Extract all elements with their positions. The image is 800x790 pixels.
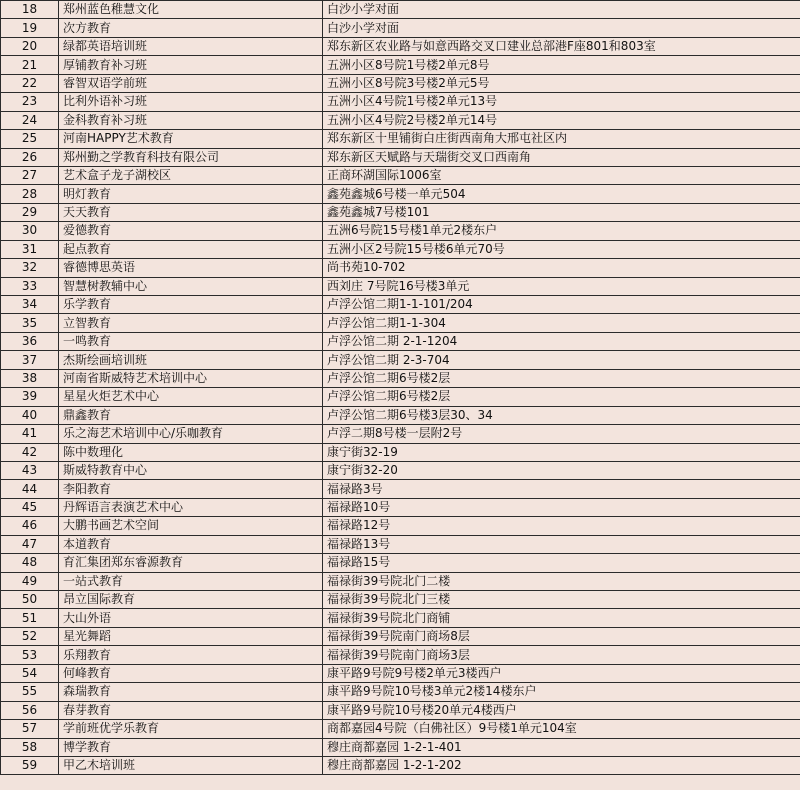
- table-row: [1, 74, 800, 92]
- table-row: [1, 277, 800, 295]
- table-row: [1, 664, 800, 682]
- row-number-cell: 32: [1, 259, 59, 277]
- institution-name-cell: 爱德教育: [59, 222, 323, 240]
- address-cell: 卢浮二期8号楼一层附2号: [323, 425, 800, 443]
- institution-name-cell: 明灯教育: [59, 185, 323, 203]
- row-number-cell: 54: [1, 664, 59, 682]
- row-number-cell: 38: [1, 369, 59, 387]
- address-cell: 郑东新区农业路与如意西路交叉口建业总部港F座801和803室: [323, 37, 800, 55]
- institution-name-cell: 郑州勤之学教育科技有限公司: [59, 148, 323, 166]
- row-number-cell: 49: [1, 572, 59, 590]
- table-row: [1, 683, 800, 701]
- table-row: [1, 425, 800, 443]
- table-row: [1, 756, 800, 774]
- row-number-cell: 39: [1, 388, 59, 406]
- institution-name-cell: 绿都英语培训班: [59, 37, 323, 55]
- address-cell: 商都嘉园4号院（白佛社区）9号楼1单元104室: [323, 720, 800, 738]
- row-number-cell: 35: [1, 314, 59, 332]
- address-cell: 穆庄商都嘉园 1-2-1-401: [323, 738, 800, 756]
- row-number-cell: 56: [1, 701, 59, 719]
- table-row: [1, 388, 800, 406]
- address-cell: 鑫苑鑫城7号楼101: [323, 203, 800, 221]
- row-number-cell: 45: [1, 498, 59, 516]
- address-cell: 卢浮公馆二期6号楼2层: [323, 388, 800, 406]
- institution-name-cell: 河南HAPPY艺术教育: [59, 130, 323, 148]
- row-number-cell: 53: [1, 646, 59, 664]
- row-number-cell: 50: [1, 591, 59, 609]
- table-row: [1, 572, 800, 590]
- institution-name-cell: 李阳教育: [59, 480, 323, 498]
- table-row: [1, 240, 800, 258]
- address-cell: 五洲6号院15号楼1单元2楼东户: [323, 222, 800, 240]
- institution-name-cell: 一站式教育: [59, 572, 323, 590]
- address-cell: 郑东新区天赋路与天瑞街交叉口西南角: [323, 148, 800, 166]
- table-row: [1, 498, 800, 516]
- row-number-cell: 33: [1, 277, 59, 295]
- row-number-cell: 28: [1, 185, 59, 203]
- institution-name-cell: 博学教育: [59, 738, 323, 756]
- institution-name-cell: 森瑞教育: [59, 683, 323, 701]
- institution-name-cell: 何峰教育: [59, 664, 323, 682]
- row-number-cell: 47: [1, 535, 59, 553]
- row-number-cell: 37: [1, 351, 59, 369]
- institution-name-cell: 起点教育: [59, 240, 323, 258]
- institution-name-cell: 陈中数理化: [59, 443, 323, 461]
- table-row: [1, 591, 800, 609]
- address-cell: 康宁街32-20: [323, 461, 800, 479]
- institution-name-cell: 睿德博思英语: [59, 259, 323, 277]
- table-row: [1, 517, 800, 535]
- table-row: [1, 535, 800, 553]
- row-number-cell: 18: [1, 1, 59, 19]
- address-cell: 福禄路3号: [323, 480, 800, 498]
- row-number-cell: 25: [1, 130, 59, 148]
- institution-name-cell: 郑州蓝色稚慧文化: [59, 1, 323, 19]
- address-cell: 卢浮公馆二期6号楼2层: [323, 369, 800, 387]
- table-row: [1, 406, 800, 424]
- institution-name-cell: 厚铺教育补习班: [59, 56, 323, 74]
- address-cell: 白沙小学对面: [323, 1, 800, 19]
- address-cell: 五洲小区4号院2号楼2单元14号: [323, 111, 800, 129]
- address-cell: 康平路9号院10号楼3单元2楼14楼东户: [323, 683, 800, 701]
- table-row: [1, 461, 800, 479]
- table-row: [1, 351, 800, 369]
- table-row: [1, 1, 800, 19]
- row-number-cell: 30: [1, 222, 59, 240]
- address-cell: 福禄路10号: [323, 498, 800, 516]
- table-row: [1, 148, 800, 166]
- table-row: [1, 93, 800, 111]
- table-row: [1, 203, 800, 221]
- row-number-cell: 27: [1, 166, 59, 184]
- row-number-cell: 36: [1, 332, 59, 350]
- table-row: [1, 130, 800, 148]
- table-row: [1, 554, 800, 572]
- institution-name-cell: 乐之海艺术培训中心/乐咖教育: [59, 425, 323, 443]
- row-number-cell: 20: [1, 37, 59, 55]
- row-number-cell: 46: [1, 517, 59, 535]
- address-cell: 正商环湖国际1006室: [323, 166, 800, 184]
- row-number-cell: 26: [1, 148, 59, 166]
- institution-name-cell: 本道教育: [59, 535, 323, 553]
- row-number-cell: 40: [1, 406, 59, 424]
- row-number-cell: 57: [1, 720, 59, 738]
- table-row: [1, 37, 800, 55]
- table-row: [1, 56, 800, 74]
- institution-name-cell: 金科教育补习班: [59, 111, 323, 129]
- institution-name-cell: 一鸣教育: [59, 332, 323, 350]
- address-cell: 五洲小区2号院15号楼6单元70号: [323, 240, 800, 258]
- institution-name-cell: 杰斯绘画培训班: [59, 351, 323, 369]
- table-row: [1, 701, 800, 719]
- institution-name-cell: 天天教育: [59, 203, 323, 221]
- table-row: [1, 609, 800, 627]
- row-number-cell: 23: [1, 93, 59, 111]
- address-cell: 福禄街39号院南门商场8层: [323, 627, 800, 645]
- address-cell: 康宁街32-19: [323, 443, 800, 461]
- address-cell: 卢浮公馆二期6号楼3层30、34: [323, 406, 800, 424]
- institution-name-cell: 次方教育: [59, 19, 323, 37]
- address-cell: 卢浮公馆二期1-1-304: [323, 314, 800, 332]
- table-row: [1, 443, 800, 461]
- institution-name-cell: 乐学教育: [59, 296, 323, 314]
- institution-name-cell: 星星火炬艺术中心: [59, 388, 323, 406]
- table-row: [1, 480, 800, 498]
- row-number-cell: 44: [1, 480, 59, 498]
- institution-name-cell: 睿智双语学前班: [59, 74, 323, 92]
- row-number-cell: 21: [1, 56, 59, 74]
- address-cell: 尚书苑10-702: [323, 259, 800, 277]
- address-cell: 康平路9号院10号楼20单元4楼西户: [323, 701, 800, 719]
- row-number-cell: 59: [1, 756, 59, 774]
- institution-name-cell: 学前班优学乐教育: [59, 720, 323, 738]
- table-row: [1, 111, 800, 129]
- institution-name-cell: 智慧树教辅中心: [59, 277, 323, 295]
- address-cell: 白沙小学对面: [323, 19, 800, 37]
- institution-name-cell: 大山外语: [59, 609, 323, 627]
- row-number-cell: 43: [1, 461, 59, 479]
- institution-name-cell: 春芽教育: [59, 701, 323, 719]
- table-row: [1, 738, 800, 756]
- table-row: [1, 222, 800, 240]
- address-cell: 福禄路15号: [323, 554, 800, 572]
- address-cell: 福禄街39号院北门二楼: [323, 572, 800, 590]
- table-row: [1, 185, 800, 203]
- address-cell: 西刘庄 7号院16号楼3单元: [323, 277, 800, 295]
- institution-name-cell: 育汇集团郑东睿源教育: [59, 554, 323, 572]
- table-row: [1, 627, 800, 645]
- address-cell: 康平路9号院9号楼2单元3楼西户: [323, 664, 800, 682]
- address-cell: 福禄街39号院北门三楼: [323, 591, 800, 609]
- institution-name-cell: 大鹏书画艺术空间: [59, 517, 323, 535]
- row-number-cell: 34: [1, 296, 59, 314]
- institution-name-cell: 河南省斯威特艺术培训中心: [59, 369, 323, 387]
- table-row: [1, 259, 800, 277]
- institution-name-cell: 丹辉语言表演艺术中心: [59, 498, 323, 516]
- row-number-cell: 41: [1, 425, 59, 443]
- institution-name-cell: 艺术盒子龙子湖校区: [59, 166, 323, 184]
- row-number-cell: 52: [1, 627, 59, 645]
- address-cell: 鑫苑鑫城6号楼一单元504: [323, 185, 800, 203]
- row-number-cell: 51: [1, 609, 59, 627]
- institution-name-cell: 比利外语补习班: [59, 93, 323, 111]
- institution-name-cell: 立智教育: [59, 314, 323, 332]
- address-cell: 五洲小区8号院3号楼2单元5号: [323, 74, 800, 92]
- address-cell: 福禄路13号: [323, 535, 800, 553]
- institution-name-cell: 乐翔教育: [59, 646, 323, 664]
- table-row: [1, 369, 800, 387]
- institution-name-cell: 星光舞蹈: [59, 627, 323, 645]
- address-cell: 卢浮公馆二期 2-1-1204: [323, 332, 800, 350]
- row-number-cell: 58: [1, 738, 59, 756]
- row-number-cell: 55: [1, 683, 59, 701]
- institution-name-cell: 鼎鑫教育: [59, 406, 323, 424]
- table-row: [1, 646, 800, 664]
- address-cell: 卢浮公馆二期1-1-101/204: [323, 296, 800, 314]
- row-number-cell: 48: [1, 554, 59, 572]
- address-cell: 卢浮公馆二期 2-3-704: [323, 351, 800, 369]
- table-row: [1, 314, 800, 332]
- institution-name-cell: 斯威特教育中心: [59, 461, 323, 479]
- table-row: [1, 332, 800, 350]
- institution-name-cell: 甲乙木培训班: [59, 756, 323, 774]
- row-number-cell: 42: [1, 443, 59, 461]
- address-cell: 五洲小区4号院1号楼2单元13号: [323, 93, 800, 111]
- address-cell: 福禄路12号: [323, 517, 800, 535]
- row-number-cell: 24: [1, 111, 59, 129]
- address-cell: 五洲小区8号院1号楼2单元8号: [323, 56, 800, 74]
- table-row: [1, 19, 800, 37]
- table-row: [1, 720, 800, 738]
- row-number-cell: 31: [1, 240, 59, 258]
- address-cell: 福禄街39号院北门商铺: [323, 609, 800, 627]
- address-cell: 郑东新区十里铺街白庄街西南角大邢屯社区内: [323, 130, 800, 148]
- table-row: [1, 296, 800, 314]
- row-number-cell: 22: [1, 74, 59, 92]
- row-number-cell: 29: [1, 203, 59, 221]
- address-cell: 穆庄商都嘉园 1-2-1-202: [323, 756, 800, 774]
- table-row: [1, 166, 800, 184]
- table-body: [1, 1, 800, 775]
- address-cell: 福禄街39号院南门商场3层: [323, 646, 800, 664]
- institution-name-cell: 昂立国际教育: [59, 591, 323, 609]
- row-number-cell: 19: [1, 19, 59, 37]
